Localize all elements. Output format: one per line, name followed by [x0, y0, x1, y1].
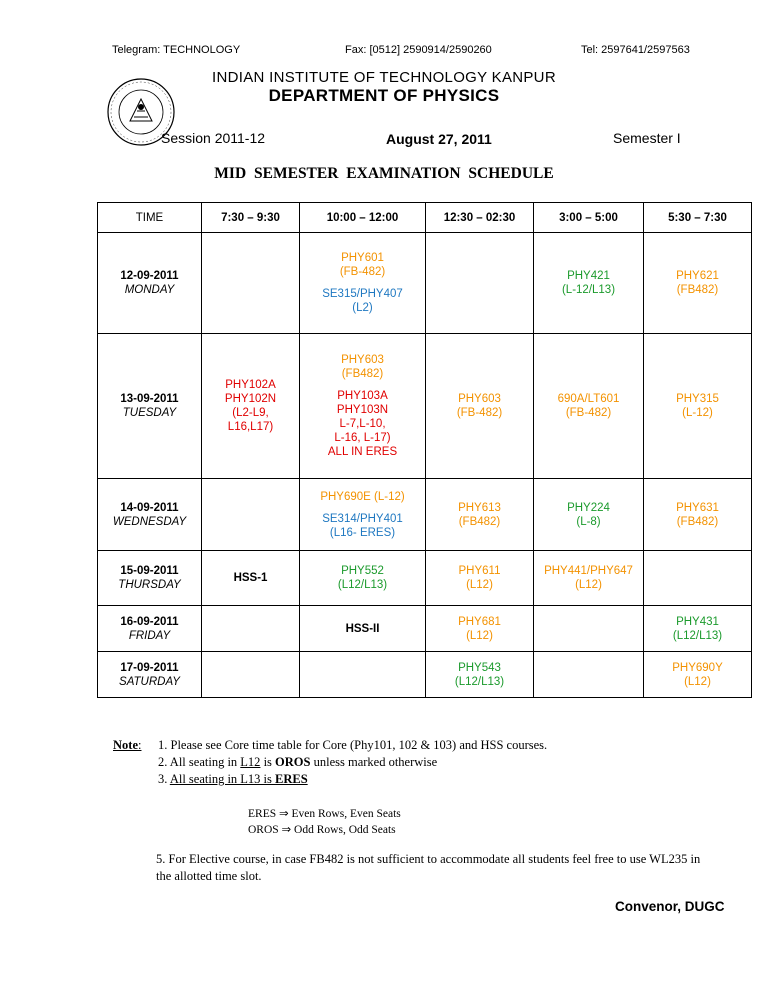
venue: (L12) [466, 579, 493, 591]
course-code: PHY441/PHY647 [544, 565, 633, 577]
slot-cell [644, 606, 752, 652]
day-text: THURSDAY [118, 579, 181, 591]
course-code: PHY421 [567, 270, 610, 282]
venue: (L12/L13) [337, 579, 388, 591]
note-label: Note: [113, 738, 142, 752]
slot-cell [426, 479, 534, 551]
course-code: SE314/PHY401 [322, 512, 403, 525]
slot-cell [202, 652, 300, 698]
venue: (FB482) [676, 515, 719, 528]
issue-date: August 27, 2011 [386, 131, 492, 147]
table-row [98, 233, 752, 334]
slot-cell [426, 652, 534, 698]
table-row [98, 606, 752, 652]
venue: ALL IN ERES [327, 446, 398, 458]
venue: (L2-L9, [232, 407, 269, 419]
oros-definition: OROS ⇒ Odd Rows, Odd Seats [248, 824, 396, 836]
venue: L-16, L-17) [334, 432, 391, 444]
venue: (FB-482) [565, 407, 612, 419]
slot-cell [300, 479, 426, 551]
date-text: 17-09-2011 [120, 661, 179, 674]
fax-info: Fax: [0512] 2590914/2590260 [345, 44, 492, 56]
column-header: 12:30 – 02:30 [426, 203, 534, 233]
table-header-row [98, 203, 752, 233]
course-code: PHY621 [676, 270, 719, 282]
session-label: Session 2011-12 [161, 130, 266, 146]
venue: (L12) [684, 675, 711, 688]
day-text: SATURDAY [119, 675, 180, 688]
table-row [98, 334, 752, 479]
slot-cell [534, 334, 644, 479]
course-code: PHY613 [458, 501, 501, 514]
convenor-signature: Convenor, DUGC [615, 899, 725, 914]
course-code: PHY690E (L-12) [320, 490, 405, 503]
course-code: PHY631 [676, 501, 719, 514]
slot-cell [300, 233, 426, 334]
venue: (L-12) [682, 407, 713, 419]
venue: (L2) [352, 302, 373, 314]
course-code: 690A/LT601 [557, 393, 620, 405]
slot-cell [426, 606, 534, 652]
venue: (L-12/L13) [561, 284, 616, 296]
venue: (L-8) [576, 515, 601, 528]
course-code: PHY102N [224, 393, 277, 405]
venue: (L12/L13) [454, 675, 505, 688]
slot-cell [644, 652, 752, 698]
venue: (L12) [466, 629, 493, 642]
date-text: 12-09-2011 [120, 270, 179, 282]
column-header: 3:00 – 5:00 [534, 203, 644, 233]
date-cell [98, 551, 202, 606]
schedule-title: MID SEMESTER EXAMINATION SCHEDULE [214, 165, 554, 182]
slot-cell [300, 551, 426, 606]
course-code: PHY315 [676, 393, 719, 405]
date-text: 14-09-2011 [120, 501, 179, 514]
slot-cell [644, 551, 752, 606]
course-code: PHY681 [458, 615, 501, 628]
course-code: PHY611 [458, 565, 501, 577]
day-text: TUESDAY [122, 407, 177, 419]
date-cell [98, 606, 202, 652]
venue: L16,L17) [227, 421, 274, 433]
tel-info: Tel: 2597641/2597563 [581, 44, 690, 56]
slot-cell [534, 233, 644, 334]
slot-cell [202, 606, 300, 652]
note-item: 1. Please see Core time table for Core (Phy101, 102 & 103) and HSS courses. [158, 738, 548, 752]
slot-cell [644, 479, 752, 551]
course-code: PHY102A [225, 379, 276, 391]
venue: (FB482) [458, 515, 501, 528]
venue: (FB-482) [339, 266, 386, 278]
slot-cell [426, 551, 534, 606]
slot-cell [202, 233, 300, 334]
slot-cell [202, 334, 300, 479]
table-row [98, 551, 752, 606]
slot-cell [644, 233, 752, 334]
day-text: MONDAY [124, 284, 175, 296]
column-header: TIME [98, 203, 202, 233]
date-text: 16-09-2011 [120, 615, 179, 628]
course-code: PHY552 [341, 565, 384, 577]
telegram-info: Telegram: TECHNOLOGY [112, 44, 241, 56]
column-header: 10:00 – 12:00 [300, 203, 426, 233]
date-cell [98, 652, 202, 698]
venue: (FB482) [676, 284, 719, 296]
semester-label: Semester I [613, 130, 681, 146]
course-code: PHY431 [676, 615, 719, 628]
eres-definition: ERES ⇒ Even Rows, Even Seats [248, 808, 401, 820]
slot-cell [534, 606, 644, 652]
course-code: PHY224 [567, 501, 610, 514]
table-row [98, 652, 752, 698]
venue: (L12) [575, 579, 602, 591]
slot-cell [426, 233, 534, 334]
course-code: SE315/PHY407 [322, 288, 403, 300]
note-item: 5. For Elective course, in case FB482 is not sufficient to accommodate all students feel free to use WL235 in the allotted time slot. [156, 852, 701, 883]
course-code: PHY103A [337, 390, 388, 402]
venue: (FB482) [341, 368, 384, 380]
note-item: 2. All seating in L12 is OROS unless marked otherwise [158, 755, 438, 769]
institute-name: INDIAN INSTITUTE OF TECHNOLOGY KANPUR [212, 69, 556, 86]
exam-schedule-table [97, 202, 752, 698]
slot-cell [202, 479, 300, 551]
column-header: 5:30 – 7:30 [644, 203, 752, 233]
slot-cell [534, 479, 644, 551]
slot-cell [534, 551, 644, 606]
course-code: PHY603 [341, 354, 384, 366]
department-name: DEPARTMENT OF PHYSICS [268, 86, 500, 105]
slot-cell [534, 652, 644, 698]
slot-cell [300, 334, 426, 479]
slot-cell: HSS-II [300, 606, 426, 652]
column-header: 7:30 – 9:30 [202, 203, 300, 233]
date-cell [98, 479, 202, 551]
date-cell [98, 334, 202, 479]
course-code: PHY603 [458, 393, 501, 405]
course-code: PHY601 [341, 252, 384, 264]
slot-cell [644, 334, 752, 479]
date-text: 13-09-2011 [120, 393, 179, 405]
note-item: 3. All seating in L13 is ERES [158, 772, 308, 786]
slot-cell [300, 652, 426, 698]
venue: (L12/L13) [672, 629, 723, 642]
day-text: FRIDAY [128, 629, 171, 642]
table-row [98, 479, 752, 551]
course-code: PHY690Y [672, 661, 723, 674]
slot-cell: HSS-1 [202, 551, 300, 606]
venue: (L16- ERES) [329, 526, 396, 539]
date-text: 15-09-2011 [120, 565, 179, 577]
date-cell [98, 233, 202, 334]
venue: (FB-482) [456, 407, 503, 419]
course-code: PHY543 [458, 661, 501, 674]
venue: L-7,L-10, [339, 418, 386, 430]
course-code: PHY103N [336, 404, 389, 416]
slot-cell [426, 334, 534, 479]
day-text: WEDNESDAY [112, 515, 187, 528]
